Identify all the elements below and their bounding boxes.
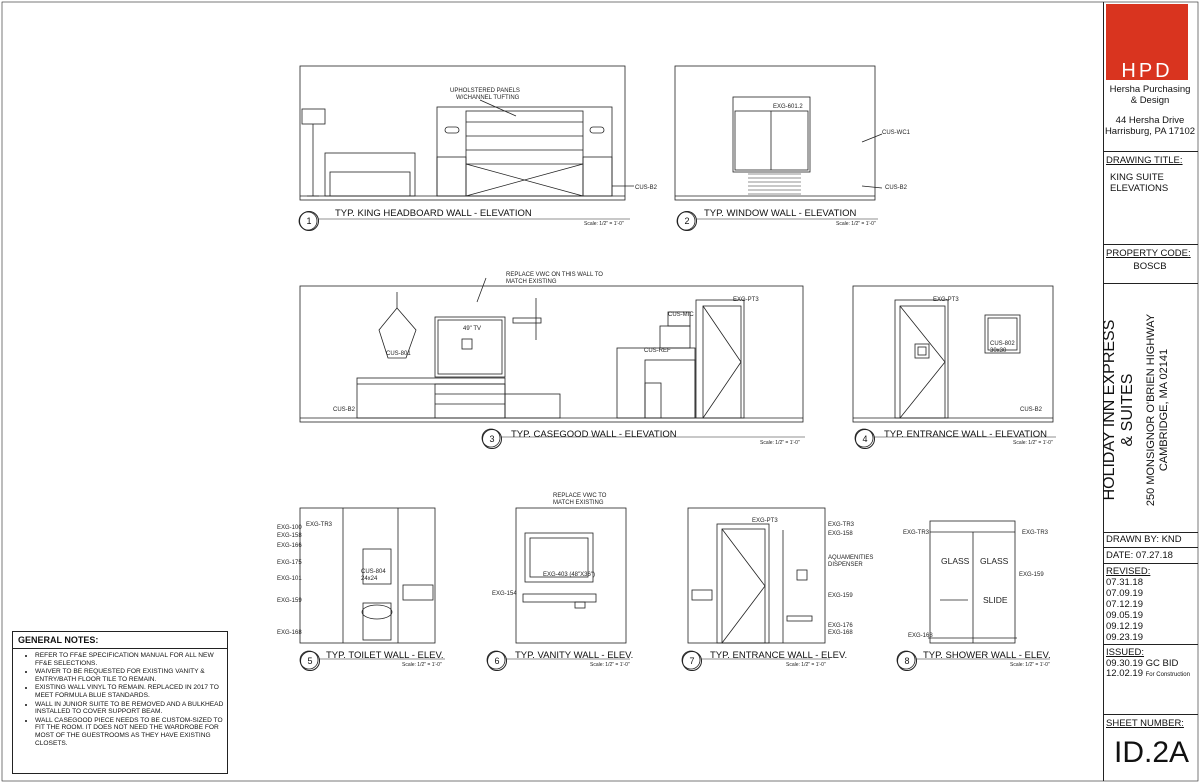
note-replace-vwc-1: REPLACE VWC ON THIS WALL TO bbox=[506, 272, 603, 278]
elevation-6-title: TYP. VANITY WALL - ELEV. bbox=[515, 650, 634, 661]
label-aquamenities-2: DISPENSER bbox=[828, 562, 863, 568]
revised-label: REVISED: bbox=[1106, 566, 1151, 577]
label-cus-mic: CUS-MIC bbox=[668, 312, 694, 318]
elevation-6-drawing bbox=[487, 508, 630, 669]
elevation-4-scale: Scale: 1/2" = 1'-0" bbox=[1013, 440, 1053, 446]
elevation-1-scale: Scale: 1/2" = 1'-0" bbox=[584, 221, 624, 227]
elevation-5-drawing bbox=[300, 508, 445, 669]
label-cus-802-size: 30x30 bbox=[990, 348, 1007, 354]
elevation-6-scale: Scale: 1/2" = 1'-0" bbox=[590, 662, 630, 668]
sheet-number: ID.2A bbox=[1114, 736, 1190, 769]
drawing-title-label: DRAWING TITLE: bbox=[1106, 155, 1183, 166]
label-glass-left: GLASS bbox=[941, 556, 970, 566]
label-cus-b2-4: CUS-B2 bbox=[1020, 407, 1043, 413]
elevation-5-scale: Scale: 1/2" = 1'-0" bbox=[402, 662, 442, 668]
label-exg-175: EXG-175 bbox=[277, 560, 302, 566]
elevation-2-scale: Scale: 1/2" = 1'-0" bbox=[836, 221, 876, 227]
note-replace-vwc-3: REPLACE VWC TO bbox=[553, 493, 607, 499]
label-exg-pt3-3: EXG-PT3 bbox=[752, 518, 778, 524]
label-exg-159-1: EXG-159 bbox=[277, 598, 302, 604]
label-cus-804-size: 24x24 bbox=[361, 576, 378, 582]
general-note-4: • WALL IN JUNIOR SUITE TO BE REMOVED AND A BULKHEAD INSTALLED TO COVER SUPPORT BEAM. bbox=[35, 701, 227, 716]
label-exg-168-3: EXG-168 bbox=[908, 633, 933, 639]
note-upholstered-1: UPHOLSTERED PANELS bbox=[450, 88, 520, 94]
label-aquamenities-1: AQUAMENITIES bbox=[828, 555, 874, 561]
label-exg-tr3-4: EXG-TR3 bbox=[1022, 530, 1049, 536]
date: DATE: 07.27.18 bbox=[1106, 550, 1173, 561]
hpd-logo-text: HPD bbox=[1121, 60, 1173, 82]
general-note-1: • REFER TO FF&E SPECIFICATION MANUAL FOR ALL NEW FF&E SELECTIONS. bbox=[35, 652, 227, 667]
elevation-2-drawing bbox=[675, 66, 882, 230]
label-exg-158-1: EXG-158 bbox=[277, 533, 302, 539]
label-exg-pt3-1: EXG-PT3 bbox=[733, 297, 759, 303]
label-exg-tr3-2: EXG-TR3 bbox=[828, 522, 855, 528]
sheet-number-label: SHEET NUMBER: bbox=[1106, 718, 1184, 729]
label-exg-158-2: EXG-158 bbox=[828, 531, 853, 537]
label-exg-168-2: EXG-168 bbox=[828, 630, 853, 636]
general-notes bbox=[12, 631, 228, 774]
elevation-5-number: 5 bbox=[300, 651, 320, 671]
elevation-8-title: TYP. SHOWER WALL - ELEV. bbox=[923, 650, 1051, 661]
elevation-7-number: 7 bbox=[682, 651, 702, 671]
label-exg-100: EXG-100 bbox=[277, 525, 302, 531]
label-cus-wc1: CUS-WC1 bbox=[882, 130, 910, 136]
label-exg-tr3-1: EXG-TR3 bbox=[306, 522, 333, 528]
drawing-title: KING SUITE ELEVATIONS bbox=[1110, 172, 1169, 194]
revised-list: 07.31.18 07.09.19 07.12.19 09.05.19 09.12.19 09.23.19 bbox=[1106, 577, 1143, 643]
label-cus-ref: CUS-REF bbox=[644, 348, 671, 354]
elevation-8-scale: Scale: 1/2" = 1'-0" bbox=[1010, 662, 1050, 668]
elevation-3-number: 3 bbox=[482, 429, 502, 449]
label-cus-801: CUS-801 bbox=[386, 351, 411, 357]
elevation-8-drawing bbox=[897, 521, 1050, 669]
elevation-5-title: TYP. TOILET WALL - ELEV. bbox=[326, 650, 444, 661]
label-exg-601-2: EXG-601.2 bbox=[773, 104, 803, 110]
project-address-line2: CAMBRIDGE, MA 02141 bbox=[1158, 348, 1170, 472]
elevation-6-number: 6 bbox=[487, 651, 507, 671]
elevation-7-drawing bbox=[682, 508, 830, 669]
label-tv: 49" TV bbox=[463, 326, 482, 332]
general-notes-heading: GENERAL NOTES: bbox=[13, 632, 227, 649]
elevation-7-title: TYP. ENTRANCE WALL - ELEV. bbox=[710, 650, 848, 661]
elevation-8-number: 8 bbox=[897, 651, 917, 671]
note-replace-vwc-2: MATCH EXISTING bbox=[506, 279, 557, 285]
elevation-4-drawing bbox=[853, 286, 1056, 447]
project-address-line1: 250 MONSIGNOR O'BRIEN HIGHWAY bbox=[1145, 313, 1157, 507]
label-slide: SLIDE bbox=[983, 595, 1008, 605]
general-note-5: • WALL CASEGOOD PIECE NEEDS TO BE CUSTOM-SIZED TO FIT THE ROOM. IT DOES NOT NEED THE WARDROBE FOR MOST OF THE GUESTROOMS AS THEY HAVE EXISTING CLOSETS. bbox=[35, 717, 227, 747]
company-address: 44 Hersha Drive Harrisburg, PA 17102 bbox=[1104, 115, 1196, 137]
note-replace-vwc-4: MATCH EXISTING bbox=[553, 500, 604, 506]
issued-2: 12.02.19 For Construction bbox=[1106, 668, 1190, 679]
label-exg-166: EXG-166 bbox=[277, 543, 302, 549]
elevation-2-number: 2 bbox=[677, 211, 697, 231]
label-exg-159-3: EXG-159 bbox=[1019, 572, 1044, 578]
elevation-2-title: TYP. WINDOW WALL - ELEVATION bbox=[704, 208, 857, 219]
general-note-3: • EXISTING WALL VINYL TO REMAIN. REPLACED IN 2017 TO MEET FORMULA BLUE STANDARDS. bbox=[35, 684, 227, 699]
elevation-4-number: 4 bbox=[855, 429, 875, 449]
hpd-logo bbox=[1106, 4, 1188, 80]
property-code-label: PROPERTY CODE: bbox=[1106, 248, 1191, 259]
elevation-1-title: TYP. KING HEADBOARD WALL - ELEVATION bbox=[335, 208, 532, 219]
general-note-2: • WAIVER TO BE REQUESTED FOR EXISTING VANITY & ENTRY/BATH FLOOR TILE TO REMAIN. bbox=[35, 668, 227, 683]
label-exg-101: EXG-101 bbox=[277, 576, 302, 582]
label-cus-b2-1: CUS-B2 bbox=[635, 185, 658, 191]
elevation-1-number: 1 bbox=[299, 211, 319, 231]
project-name-line1: HOLIDAY INN EXPRESS bbox=[1101, 319, 1118, 501]
label-cus-802: CUS-802 bbox=[990, 341, 1015, 347]
label-glass-right: GLASS bbox=[980, 556, 1009, 566]
elevation-3-drawing bbox=[300, 278, 805, 447]
elevation-7-scale: Scale: 1/2" = 1'-0" bbox=[786, 662, 826, 668]
project-name-line2: & SUITES bbox=[1119, 373, 1136, 447]
label-cus-b2-2: CUS-B2 bbox=[885, 185, 908, 191]
label-cus-804: CUS-804 bbox=[361, 569, 386, 575]
elevation-4-title: TYP. ENTRANCE WALL - ELEVATION bbox=[884, 429, 1047, 440]
issued-1: 09.30.19 GC BID bbox=[1106, 658, 1179, 669]
label-cus-b2-3: CUS-B2 bbox=[333, 407, 356, 413]
elevation-3-scale: Scale: 1/2" = 1'-0" bbox=[760, 440, 800, 446]
label-exg-176: EXG-176 bbox=[828, 623, 853, 629]
label-exg-168-1: EXG-168 bbox=[277, 630, 302, 636]
label-exg-tr3-3: EXG-TR3 bbox=[903, 530, 930, 536]
label-exg-159-2: EXG-159 bbox=[828, 593, 853, 599]
drawn-by: DRAWN BY: KND bbox=[1106, 534, 1182, 545]
issued-label: ISSUED: bbox=[1106, 647, 1145, 658]
note-upholstered-2: W/CHANNEL TUFTING bbox=[456, 95, 520, 101]
label-exg-154: EXG-154 bbox=[492, 591, 517, 597]
elevation-3-title: TYP. CASEGOOD WALL - ELEVATION bbox=[511, 429, 677, 440]
label-exg-403: EXG-403 (48"X36") bbox=[543, 572, 595, 578]
property-code: BOSCB bbox=[1133, 261, 1167, 272]
company-name: Hersha Purchasing & Design bbox=[1109, 84, 1191, 106]
label-exg-pt3-2: EXG-PT3 bbox=[933, 297, 959, 303]
